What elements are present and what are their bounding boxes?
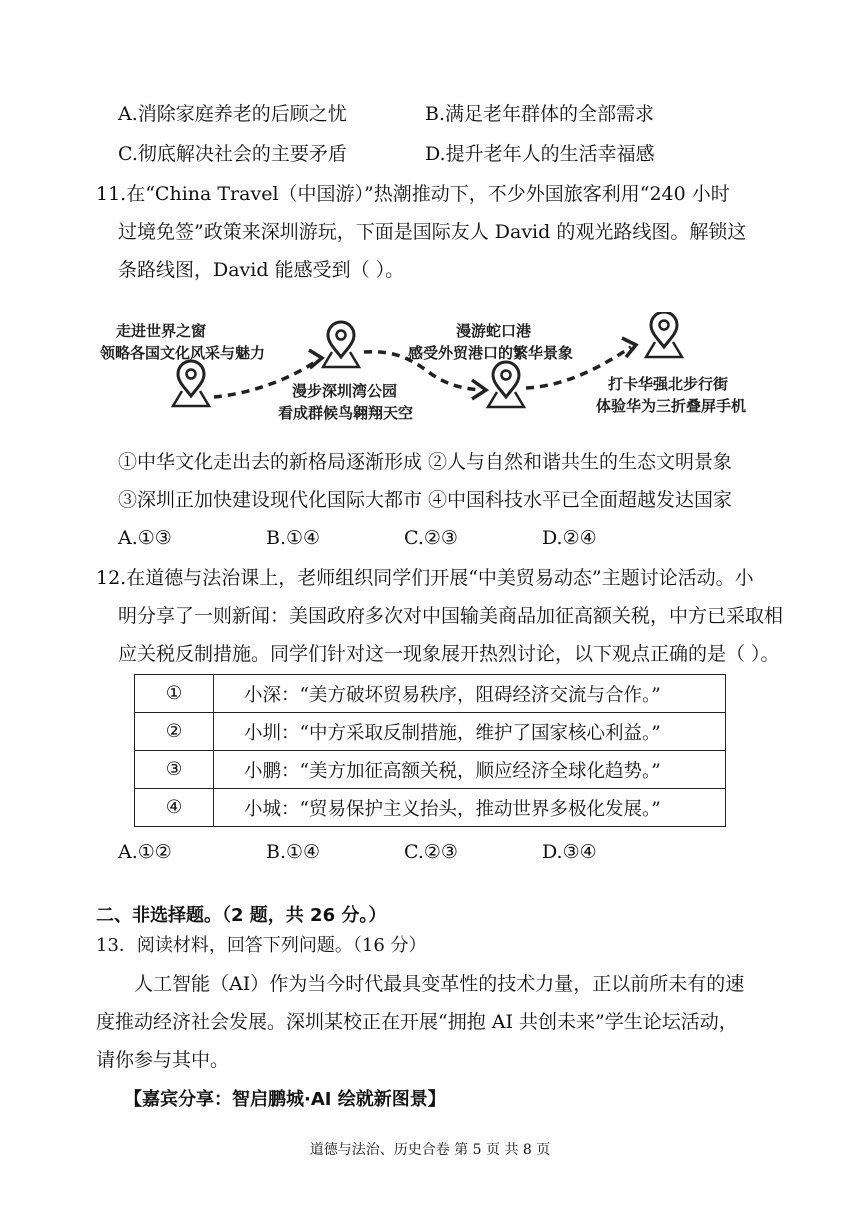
q12-option-b: B.①④ <box>266 841 321 863</box>
material-paragraph-line-2: 度推动经济社会发展。深圳某校正在开展“拥抱 AI 共创未来”学生论坛活动， <box>96 1011 738 1033</box>
q11-option-a: A.①③ <box>118 527 172 549</box>
q12-stem-line-1: 12.在道德与法治课上，老师组织同学们开展“中美贸易动态”主题讨论活动。小 <box>96 567 754 589</box>
q11-statements-line-2: ③深圳正加快建设现代化国际大都市 ④中国科技水平已全面超越发达国家 <box>118 489 733 511</box>
q10-option-c: C.彻底解决社会的主要矛盾 <box>118 143 347 165</box>
q12-stem-line-3: 应关税反制措施。同学们针对这一现象展开热烈讨论，以下观点正确的是（ ）。 <box>118 643 780 665</box>
location-pin-icon <box>488 362 524 407</box>
table-row <box>135 675 726 713</box>
q11-option-d: D.②④ <box>542 527 597 549</box>
table-row <box>135 751 726 789</box>
route-stop-1-line-2: 领略各国文化风采与魅力 <box>100 344 266 362</box>
route-stop-3-line-2: 感受外贸港口的繁华景象 <box>408 344 574 362</box>
table-cell-number: ① <box>135 675 214 713</box>
table-cell-opinion: 小鹏：“美方加征高额关税，顺应经济全球化趋势。” <box>214 751 726 789</box>
route-stop-4-line-1: 打卡华强北步行街 <box>608 375 729 393</box>
q10-option-a: A.消除家庭养老的后顾之忧 <box>118 103 347 125</box>
table-row <box>135 713 726 751</box>
opinions-table <box>134 674 726 827</box>
route-stop-1-line-1: 走进世界之窗 <box>116 322 207 340</box>
material-paragraph-line-3: 请你参与其中。 <box>96 1049 230 1071</box>
q11-stem-line-3: 条路线图，David 能感受到（ ）。 <box>118 259 405 281</box>
section-heading: 二、非选择题。（2 题，共 26 分。） <box>96 905 387 926</box>
page-footer: 道德与法治、历史合卷 第 5 页 共 8 页 <box>309 1142 551 1158</box>
guest-sharing-heading: 【嘉宾分享：智启鹏城·AI 绘就新图景】 <box>124 1089 446 1110</box>
q10-option-b: B.满足老年群体的全部需求 <box>425 103 655 125</box>
location-pin-icon <box>323 322 359 367</box>
q11-statements-line-1: ①中华文化走出去的新格局逐渐形成 ②人与自然和谐共生的生态文明景象 <box>118 451 733 473</box>
route-stop-2-line-2: 看成群候鸟翱翔天空 <box>278 404 414 422</box>
table-cell-opinion: 小圳：“中方采取反制措施，维护了国家核心利益。” <box>214 713 726 751</box>
q11-option-b: B.①④ <box>266 527 321 549</box>
q11-stem-line-1: 11.在“China Travel（中国游）”热潮推动下，不少外国旅客利用“240 小时 <box>96 183 730 205</box>
route-stop-2-line-1: 漫步深圳湾公园 <box>292 382 398 400</box>
table-row <box>135 789 726 827</box>
table-cell-number: ④ <box>135 789 214 827</box>
table-cell-opinion: 小深：“美方破坏贸易秩序，阻碍经济交流与合作。” <box>214 675 726 713</box>
q11-option-c: C.②③ <box>404 527 458 549</box>
route-stop-3-line-1: 漫游蛇口港 <box>456 322 532 340</box>
q12-option-a: A.①② <box>118 841 172 863</box>
route-arrow-1 <box>309 350 322 368</box>
material-paragraph-line-1: 人工智能（AI）作为当今时代最具变革性的技术力量，正以前所未有的速 <box>134 973 745 995</box>
location-pin-icon <box>173 361 209 406</box>
q12-stem-line-2: 明分享了一则新闻：美国政府多次对中国输美商品加征高额关税，中方已采取相 <box>118 605 784 627</box>
q12-option-c: C.②③ <box>404 841 458 863</box>
route-stop-4-line-2: 体验华为三折叠屏手机 <box>596 397 747 415</box>
table-cell-number: ② <box>135 713 214 751</box>
route-map-figure <box>96 312 776 432</box>
q10-option-d: D.提升老年人的生活幸福感 <box>425 143 655 165</box>
location-pin-icon <box>646 312 682 357</box>
table-cell-opinion: 小城：“贸易保护主义抬头，推动世界多极化发展。” <box>214 789 726 827</box>
table-cell-number: ③ <box>135 751 214 789</box>
q11-stem-line-2: 过境免签”政策来深圳游玩，下面是国际友人 David 的观光路线图。解锁这 <box>118 221 747 243</box>
q12-option-d: D.③④ <box>542 841 597 863</box>
q13-stem: 13．阅读材料，回答下列问题。（16 分） <box>96 935 427 956</box>
